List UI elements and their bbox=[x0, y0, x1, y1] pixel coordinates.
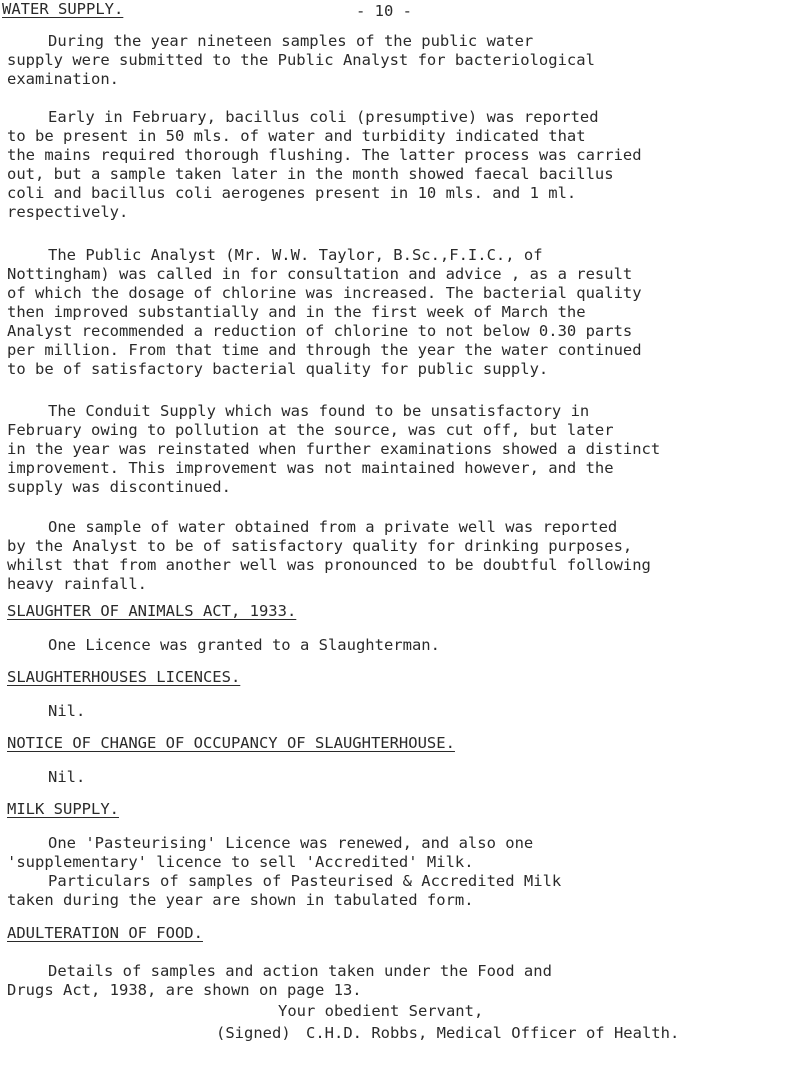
water-paragraph-3 bbox=[0, 246, 800, 379]
text-line: out, but a sample taken later in the month showed faecal bacillus bbox=[7, 165, 614, 183]
heading-adulteration-of-food: ADULTERATION OF FOOD. bbox=[7, 924, 203, 942]
heading-change-of-occupancy: NOTICE OF CHANGE OF OCCUPANCY OF SLAUGHTERHOUSE. bbox=[7, 734, 455, 752]
water-paragraph-1 bbox=[0, 32, 800, 89]
text-line: in the year was reinstated when further examinations showed a distinct bbox=[7, 440, 661, 458]
slaughter-act-text: One Licence was granted to a Slaughterman. bbox=[48, 636, 440, 654]
text-line: Drugs Act, 1938, are shown on page 13. bbox=[7, 981, 362, 999]
text-line: taken during the year are shown in tabulated form. bbox=[7, 891, 474, 909]
text-line: then improved substantially and in the first week of March the bbox=[7, 303, 586, 321]
text-line: Details of samples and action taken under the Food and bbox=[48, 962, 552, 980]
heading-slaughterhouses-licences: SLAUGHTERHOUSES LICENCES. bbox=[7, 668, 241, 686]
text-line: improvement. This improvement was not maintained however, and the bbox=[7, 459, 614, 477]
water-paragraph-4 bbox=[0, 402, 800, 497]
text-line: supply were submitted to the Public Analyst for bacteriological bbox=[7, 51, 595, 69]
milk-supply-paragraph bbox=[0, 834, 800, 910]
text-line: February owing to pollution at the source, was cut off, but later bbox=[7, 421, 614, 439]
section-title-water-supply: WATER SUPPLY. bbox=[2, 0, 124, 18]
text-line: per million. From that time and through the year the water continued bbox=[7, 341, 642, 359]
text-line: to be of satisfactory bacterial quality for public supply. bbox=[7, 360, 549, 378]
text-line: During the year nineteen samples of the public water bbox=[48, 32, 534, 50]
text-line: The Conduit Supply which was found to be unsatisfactory in bbox=[48, 402, 590, 420]
text-line: Particulars of samples of Pasteurised & Accredited Milk bbox=[48, 872, 562, 890]
text-line: examination. bbox=[7, 70, 119, 88]
text-line: One sample of water obtained from a private well was reported bbox=[48, 518, 618, 536]
text-line: Nottingham) was called in for consultation and advice , as a result bbox=[7, 265, 633, 283]
text-line: respectively. bbox=[7, 203, 129, 221]
signed-label: (Signed) bbox=[216, 1024, 291, 1042]
text-line: One 'Pasteurising' Licence was renewed, and also one bbox=[48, 834, 534, 852]
text-line: supply was discontinued. bbox=[7, 478, 231, 496]
slaughterhouses-licences-text: Nil. bbox=[48, 702, 86, 720]
heading-slaughter-of-animals-act: SLAUGHTER OF ANIMALS ACT, 1933. bbox=[7, 602, 297, 620]
text-line: to be present in 50 mls. of water and turbidity indicated that bbox=[7, 127, 586, 145]
text-line: the mains required thorough flushing. The latter process was carried bbox=[7, 146, 642, 164]
page-number: - 10 - bbox=[356, 2, 412, 20]
adulteration-paragraph bbox=[0, 962, 800, 1000]
closing-salutation: Your obedient Servant, bbox=[278, 1002, 484, 1020]
text-line: 'supplementary' licence to sell 'Accredited' Milk. bbox=[7, 853, 474, 871]
text-line: by the Analyst to be of satisfactory quality for drinking purposes, bbox=[7, 537, 633, 555]
text-line: whilst that from another well was pronounced to be doubtful following bbox=[7, 556, 651, 574]
change-of-occupancy-text: Nil. bbox=[48, 768, 86, 786]
text-line: coli and bacillus coli aerogenes present in 10 mls. and 1 ml. bbox=[7, 184, 577, 202]
text-line: heavy rainfall. bbox=[7, 575, 147, 593]
water-paragraph-5 bbox=[0, 518, 800, 594]
text-line: Early in February, bacillus coli (presumptive) was reported bbox=[48, 108, 599, 126]
text-line: of which the dosage of chlorine was increased. The bacterial quality bbox=[7, 284, 642, 302]
signatory: C.H.D. Robbs, Medical Officer of Health. bbox=[306, 1024, 680, 1042]
heading-milk-supply: MILK SUPPLY. bbox=[7, 800, 119, 818]
text-line: The Public Analyst (Mr. W.W. Taylor, B.Sc.,F.I.C., of bbox=[48, 246, 543, 264]
text-line: Analyst recommended a reduction of chlorine to not below 0.30 parts bbox=[7, 322, 633, 340]
water-paragraph-2 bbox=[0, 108, 800, 222]
